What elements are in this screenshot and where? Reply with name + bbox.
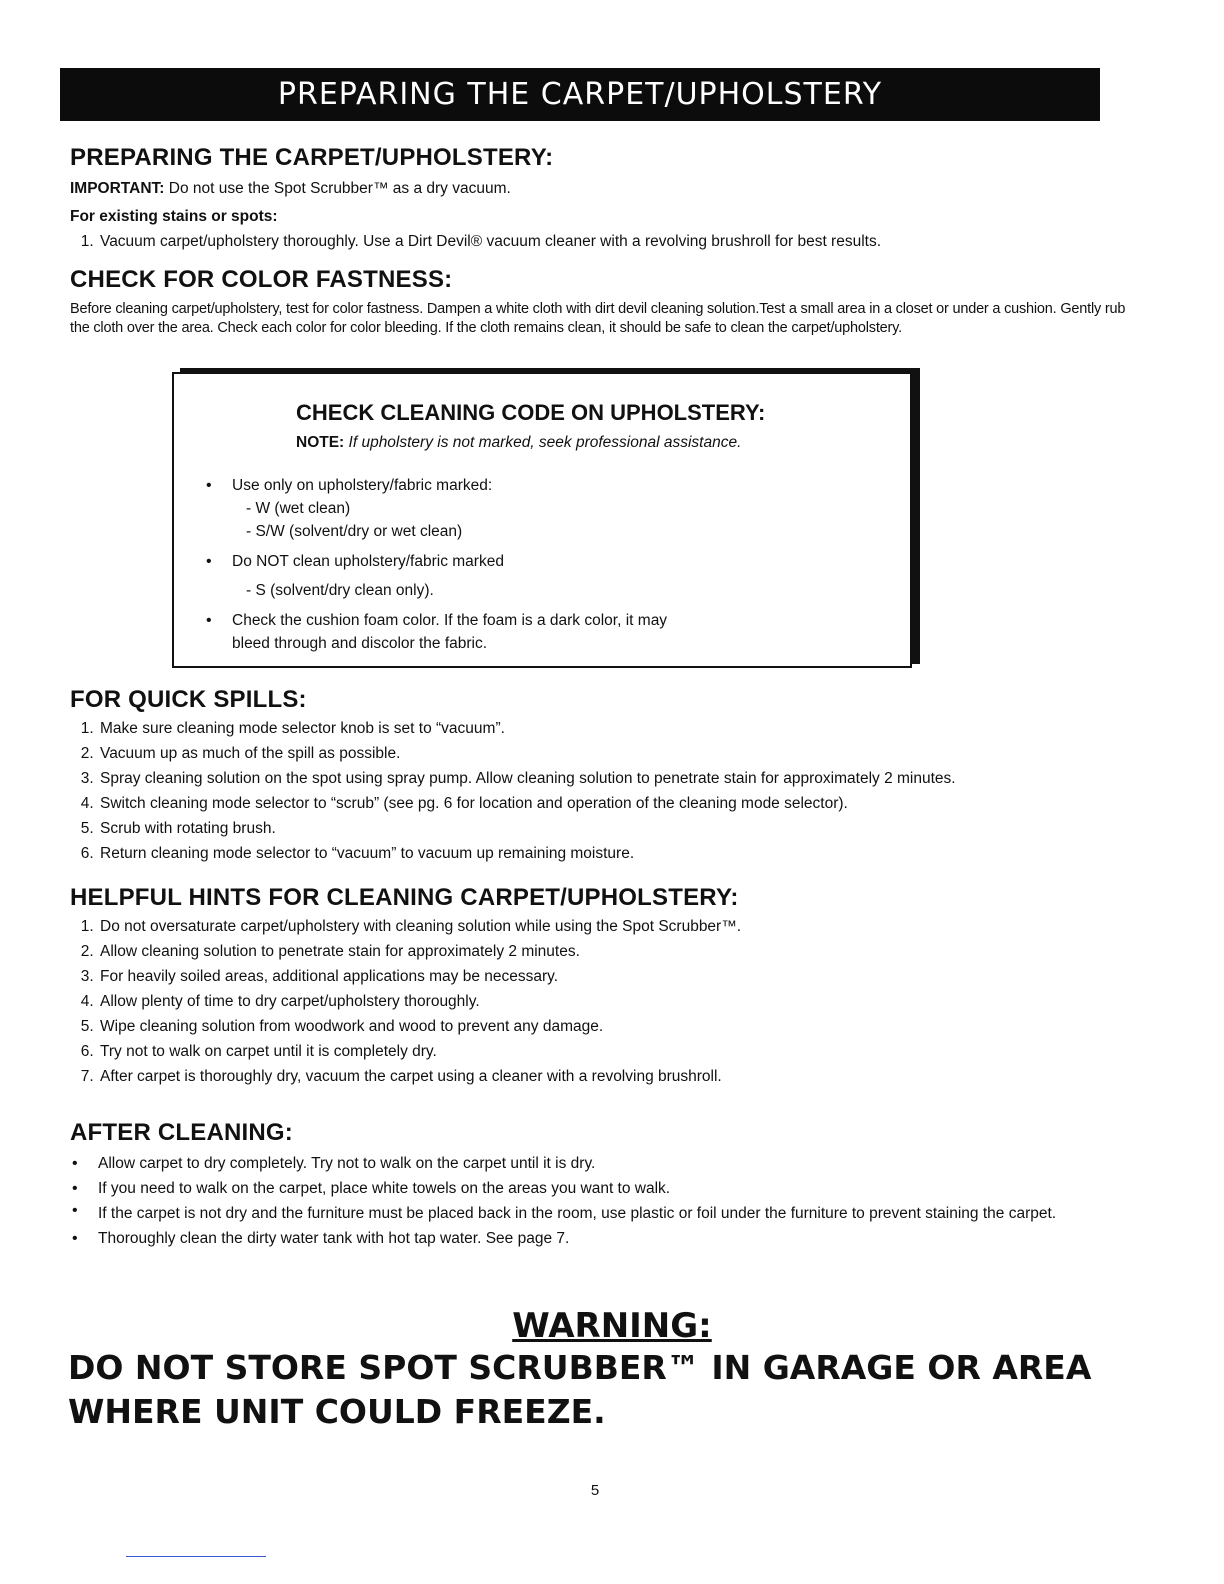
- list-item: 5. Wipe cleaning solution from woodwork and wood to prevent any damage.: [98, 1014, 1130, 1039]
- spills-steps: [70, 716, 1130, 866]
- list-item: 4. Switch cleaning mode selector to “scrub” (see pg. 6 for location and operation of the cleaning mode selector).: [98, 791, 1130, 816]
- hints-heading: HELPFUL HINTS FOR CLEANING CARPET/UPHOLSTERY:: [70, 884, 739, 911]
- list-item: [232, 550, 872, 602]
- list-item: • Thoroughly clean the dirty water tank with hot tap water. See page 7.: [98, 1226, 1138, 1251]
- list-item: [232, 474, 872, 543]
- page-banner: PREPARING THE CARPET/UPHOLSTERY: [60, 68, 1100, 121]
- cleaning-code-box: [172, 372, 912, 668]
- code-b1-sub2: - S/W (solvent/dry or wet clean): [246, 523, 463, 540]
- stains-label: For existing stains or spots:: [70, 208, 278, 225]
- code-b3-line1: Check the cushion foam color. If the foam is a dark color, it may: [232, 612, 668, 629]
- list-item: 7. After carpet is thoroughly dry, vacuum the carpet using a cleaner with a revolving brushroll.: [98, 1064, 1130, 1089]
- code-heading: CHECK CLEANING CODE ON UPHOLSTERY:: [296, 400, 766, 425]
- important-line: [70, 176, 1130, 201]
- important-label: IMPORTANT:: [70, 180, 165, 197]
- color-heading: CHECK FOR COLOR FASTNESS:: [70, 266, 453, 293]
- prep-steps: [70, 229, 1130, 254]
- important-text: Do not use the Spot Scrubber™ as a dry vacuum.: [168, 180, 511, 197]
- spills-heading: FOR QUICK SPILLS:: [70, 686, 307, 713]
- code-b2: Do NOT clean upholstery/fabric marked: [232, 553, 504, 570]
- list-item: 1. Make sure cleaning mode selector knob is set to “vacuum”.: [98, 716, 1130, 741]
- warning-title: WARNING:: [512, 1306, 712, 1346]
- list-item: • If the carpet is not dry and the furniture must be placed back in the room, use plastic or foil under the furniture to prevent staining the carpet.: [98, 1201, 1138, 1226]
- page-number: 5: [590, 1482, 600, 1499]
- list-item: 4. Allow plenty of time to dry carpet/upholstery thoroughly.: [98, 989, 1130, 1014]
- hints-steps: [70, 914, 1130, 1089]
- warning-body: DO NOT STORE SPOT SCRUBBER™ IN GARAGE OR AREA WHERE UNIT COULD FREEZE.: [68, 1348, 1092, 1431]
- list-item: 2. Vacuum up as much of the spill as possible.: [98, 741, 1130, 766]
- list-item: 5. Scrub with rotating brush.: [98, 816, 1130, 841]
- list-item: 6. Try not to walk on carpet until it is completely dry.: [98, 1039, 1130, 1064]
- list-item: 3. For heavily soiled areas, additional applications may be necessary.: [98, 964, 1130, 989]
- list-item: 2. Allow cleaning solution to penetrate stain for approximately 2 minutes.: [98, 939, 1130, 964]
- prep-heading: PREPARING THE CARPET/UPHOLSTERY:: [70, 144, 554, 171]
- after-heading: AFTER CLEANING:: [70, 1119, 293, 1146]
- list-item: • Allow carpet to dry completely. Try not to walk on the carpet until it is dry.: [98, 1151, 1138, 1176]
- list-item: 3. Spray cleaning solution on the spot using spray pump. Allow cleaning solution to penetrate stain for approximately 2 minutes.: [98, 766, 1130, 791]
- content-lower: [70, 686, 1130, 1251]
- color-text: Before cleaning carpet/upholstery, test for color fastness. Dampen a white cloth with dirt devil cleaning solution.Test a small area in a closet or under a cushion. Gently rub the cloth over the area. Check each color for color bleeding. If the cloth remains clean, it should be safe to clean the carpet/upholstery.: [70, 301, 1126, 336]
- code-list: [204, 474, 872, 655]
- list-item: 6. Return cleaning mode selector to “vacuum” to vacuum up remaining moisture.: [98, 841, 1130, 866]
- content: [70, 140, 1130, 338]
- note-text: If upholstery is not marked, seek professional assistance.: [348, 434, 742, 451]
- list-item: 1. Do not oversaturate carpet/upholstery with cleaning solution while using the Spot Scrubber™.: [98, 914, 1130, 939]
- code-b2-sub1: - S (solvent/dry clean only).: [246, 582, 434, 599]
- list-item: • If you need to walk on the carpet, place white towels on the areas you want to walk.: [98, 1176, 1138, 1201]
- note-label: NOTE:: [296, 434, 345, 451]
- code-b1-sub1: - W (wet clean): [246, 500, 351, 517]
- scan-artifact-line: [126, 1556, 266, 1557]
- code-b1: Use only on upholstery/fabric marked:: [232, 477, 493, 494]
- after-bullets: [70, 1151, 1138, 1251]
- list-item: [232, 609, 872, 655]
- list-item: 1. Vacuum carpet/upholstery thoroughly. Use a Dirt Devil® vacuum cleaner with a revolving brushroll for best results.: [98, 229, 1130, 254]
- code-b3-line2: bleed through and discolor the fabric.: [232, 635, 488, 652]
- code-note: [296, 430, 741, 455]
